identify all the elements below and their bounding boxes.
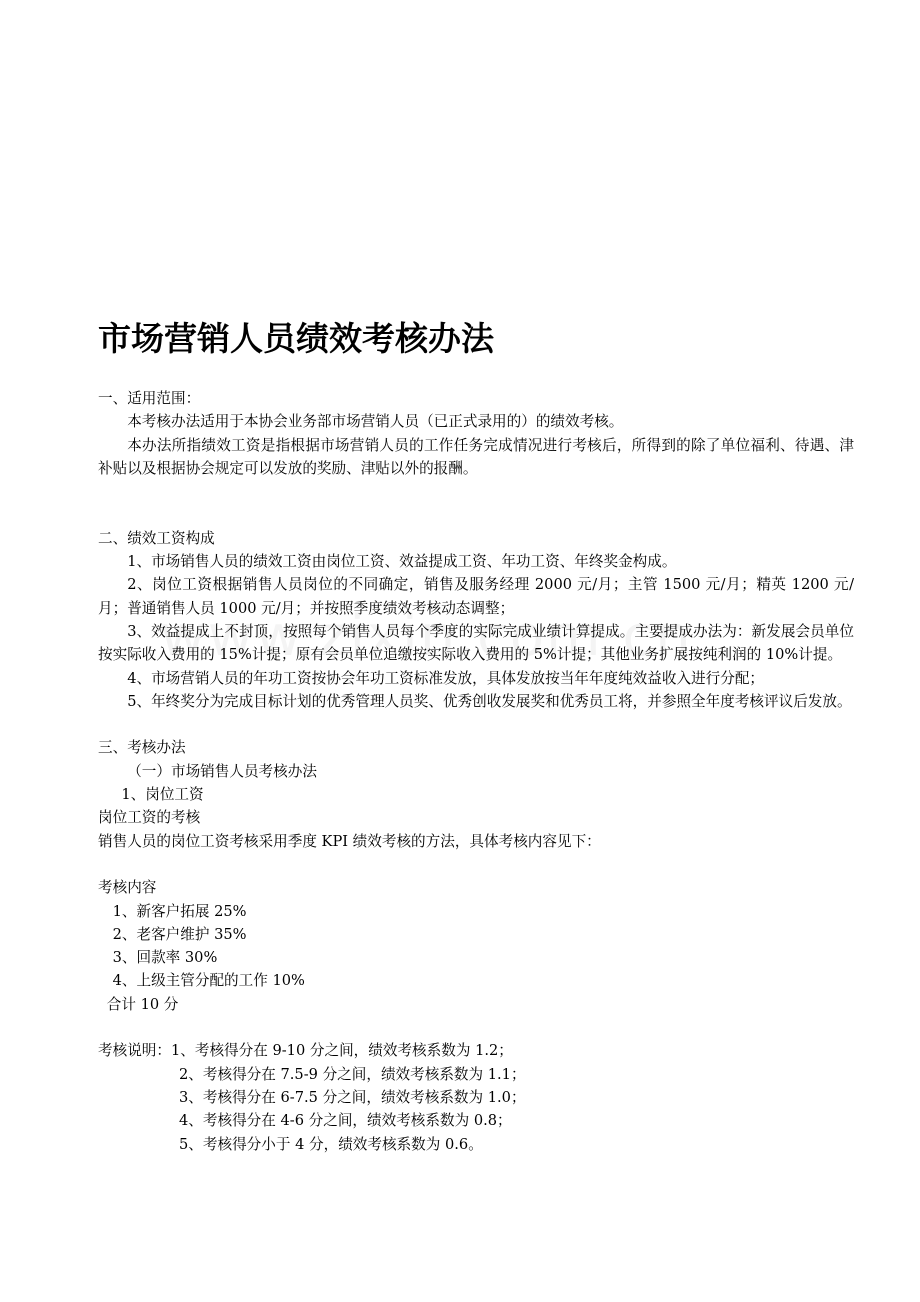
- section3-line1: 岗位工资的考核: [98, 809, 201, 827]
- section2-item-1: 1、市场销售人员的绩效工资由岗位工资、效益提成工资、年功工资、年终奖金构成。: [127, 553, 677, 571]
- section2-item-3: 3、效益提成上不封顶，按照每个销售人员每个季度的实际完成业绩计算提成。主要提成办法为：新发展会员单位按实际收入费用的 15%计提；原有会员单位追缴按实际收入费用的 5%计提；其他业务扩展按纯利润的 10%计提。: [98, 622, 854, 664]
- document-title: 市场营销人员绩效考核办法: [98, 319, 494, 358]
- document-body: [98, 387, 854, 1156]
- section3-subitem: 1、岗位工资: [121, 786, 204, 804]
- assessment-note: 2、考核得分在 7.5-9 分之间，绩效考核系数为 1.1；: [179, 1065, 526, 1083]
- section1-para2: 本办法所指绩效工资是指根据市场营销人员的工作任务完成情况进行考核后，所得到的除了单位福利、待遇、津补贴以及根据协会规定可以发放的奖励、津贴以外的报酬。: [98, 436, 854, 477]
- section1-heading: 一、适用范围：: [98, 390, 201, 407]
- section3-heading: 三、考核办法: [98, 739, 186, 757]
- section2-item-4: 4、市场营销人员的年功工资按协会年功工资标准发放，具体发放按当年年度纯效益收入进行分配；: [127, 669, 765, 687]
- section3-subheading: （一）市场销售人员考核办法: [127, 762, 317, 780]
- kpi-item: 2、老客户维护 35%: [112, 925, 247, 943]
- kpi-item: 3、回款率 30%: [112, 949, 218, 967]
- assessment-note-row: [98, 1039, 854, 1062]
- assessment-note: 4、考核得分在 4-6 分之间，绩效考核系数为 0.8；: [179, 1112, 512, 1130]
- notes-label: 考核说明：: [98, 1042, 171, 1060]
- section2-item-5: 5、年终奖分为完成目标计划的优秀管理人员奖、优秀创收发展奖和优秀员工将，并参照全年度考核评议后发放。: [127, 692, 852, 710]
- section1-para1: 本考核办法适用于本协会业务部市场营销人员（已正式录用的）的绩效考核。: [127, 413, 624, 431]
- kpi-heading: 考核内容: [98, 879, 157, 897]
- assessment-note: 5、考核得分小于 4 分，绩效考核系数为 0.6。: [179, 1135, 483, 1153]
- section3-line2: 销售人员的岗位工资考核采用季度 KPI 绩效考核的方法，具体考核内容见下：: [98, 832, 601, 850]
- assessment-note: 1、考核得分在 9-10 分之间，绩效考核系数为 1.2；: [170, 1042, 513, 1060]
- kpi-item: 1、新客户拓展 25%: [112, 902, 247, 920]
- kpi-total: 合计 10 分: [106, 995, 179, 1013]
- section2-item-2: 2、岗位工资根据销售人员岗位的不同确定，销售及服务经理 2000 元/月；主管 1500 元/月；精英 1200 元/月；普通销售人员 1000 元/月；并按照季度绩效考核动态调整；: [98, 576, 854, 617]
- section2-heading: 二、绩效工资构成: [98, 529, 215, 547]
- kpi-item: 4、上级主管分配的工作 10%: [112, 972, 305, 990]
- assessment-note: 3、考核得分在 6-7.5 分之间，绩效考核系数为 1.0；: [179, 1088, 526, 1106]
